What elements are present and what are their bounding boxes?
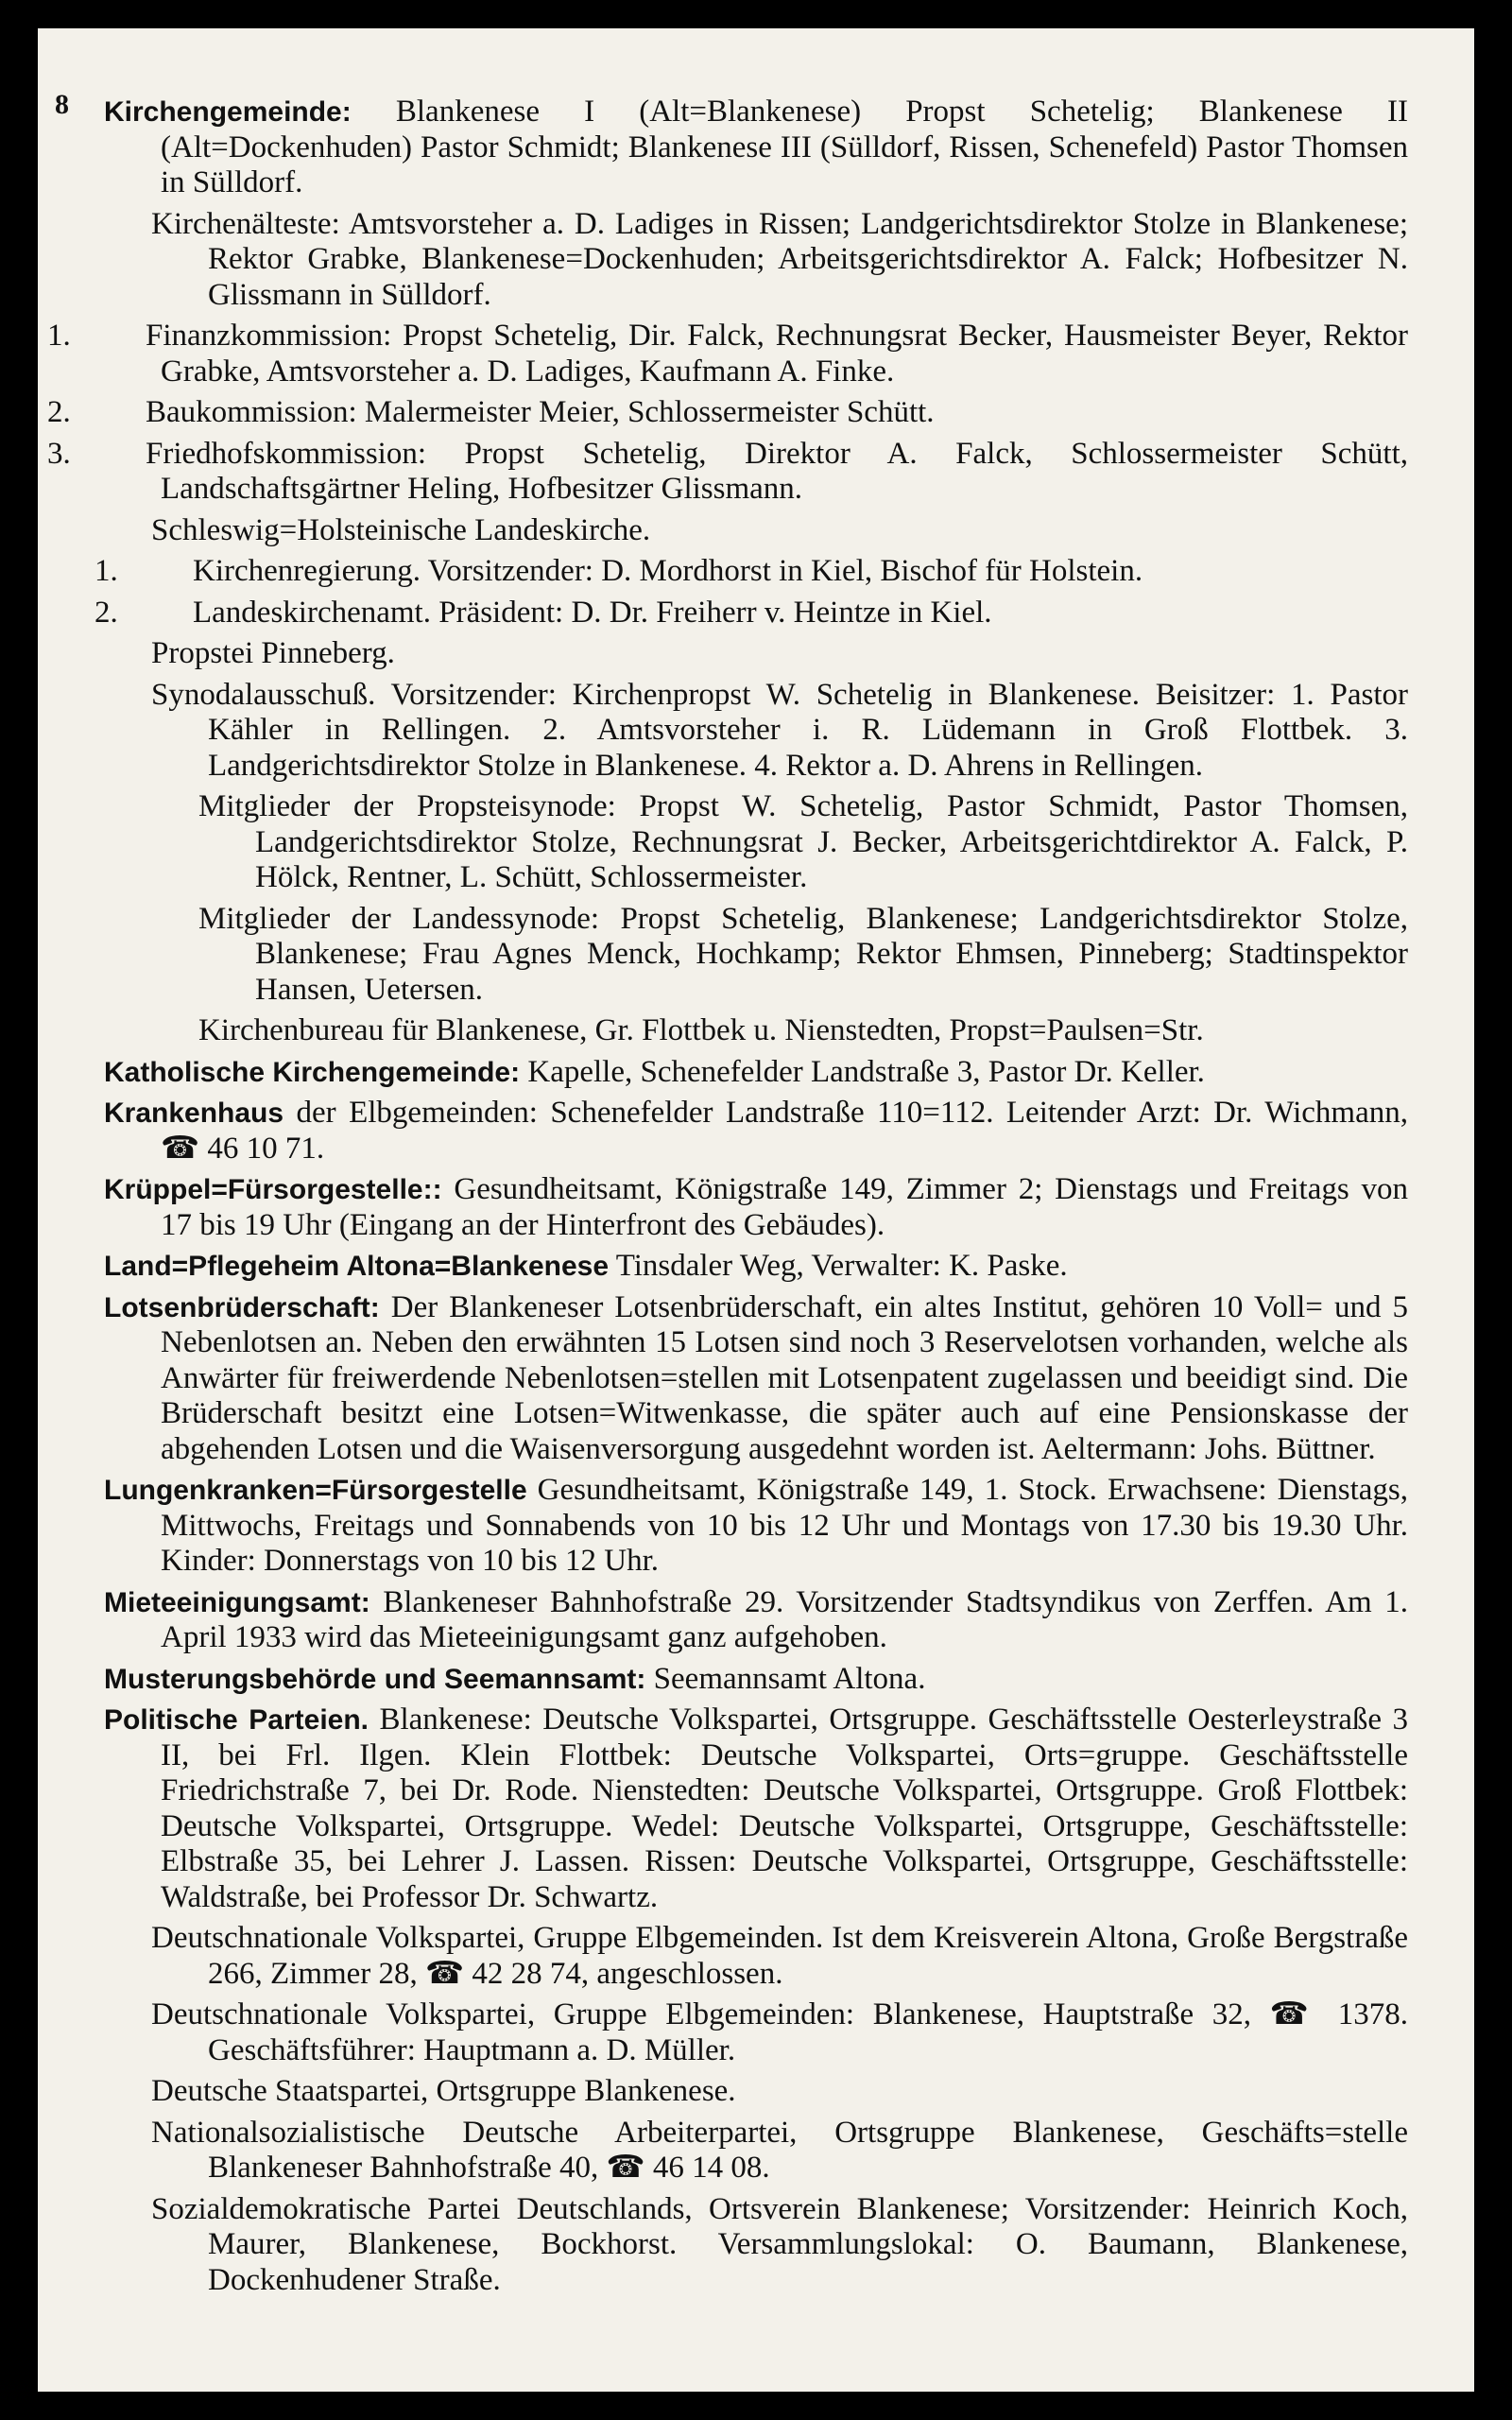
entry-baukommission: 2. Baukommission: Malermeister Meier, Schlossermeister Schütt. xyxy=(47,395,935,429)
entry-propsteisynode: Mitglieder der Propsteisynode: Propst W. Schetelig, Pastor Schmidt, Pastor Thomsen, Landgerichtsdirektor Stolze, Rechnungsrat J. Becker, Arbeitsgerichtdirektor A. Falck, P. Hölck, Rentner, L. Schütt, Schlossermeister. xyxy=(198,789,1408,894)
entry-kirchenbureau: Kirchenbureau für Blankenese, Gr. Flottbek u. Nienstedten, Propst=Paulsen=Str. xyxy=(198,1013,1204,1047)
entry-krankenhaus: Krankenhaus der Elbgemeinden: Schenefelder Landstraße 110=112. Leitender Arzt: Dr. Wichmann, ☎ 46 10 71. xyxy=(104,1096,1408,1166)
entry-nsdap: Nationalsozialistische Deutsche Arbeiterpartei, Ortsgruppe Blankenese, Geschäfts=stelle Blankeneser Bahnhofstraße 40, ☎ 46 14 08. xyxy=(151,2115,1408,2185)
entry-landeskirche: Schleswig=Holsteinische Landeskirche. xyxy=(151,512,651,547)
entry-kirchenregierung: 1. Kirchenregierung. Vorsitzender: D. Mordhorst in Kiel, Bischof für Holstein. xyxy=(94,554,1143,588)
entry-katholische-kirchengemeinde: Katholische Kirchengemeinde: Kapelle, Schenefelder Landstraße 3, Pastor Dr. Keller. xyxy=(104,1054,1205,1089)
entry-kirchengemeinde: Kirchengemeinde: Blankenese I (Alt=Blankenese) Propst Schetelig; Blankenese II (Alt=Dockenhuden) Pastor Schmidt; Blankenese III (Sülldorf, Rissen, Schenefeld) Pastor Thomsen in Sülldorf. xyxy=(104,95,1408,199)
entry-finanzkommission: 1. Finanzkommission: Propst Schetelig, Dir. Falck, Rechnungsrat Becker, Hausmeister Beyer, Rektor Grabke, Amtsvorsteher a. D. Ladiges, Kaufmann A. Finke. xyxy=(47,319,1408,389)
entry-landessynode: Mitglieder der Landessynode: Propst Schetelig, Blankenese; Landgerichtsdirektor Stolze, Blankenese; Frau Agnes Menck, Hochkamp; Rektor Ehmsen, Pinneberg; Stadtinspektor Hansen, Uetersen. xyxy=(198,901,1408,1007)
entry-lungenkranken-fuersorgestelle: Lungenkranken=Fürsorgestelle Gesundheitsamt, Königstraße 149, 1. Stock. Erwachsene: Dienstags, Mittwochs, Freitags und Sonnabends von 10 bis 12 Uhr und Montags von 17.30 bis 19.30 Uhr. Kinder: Donnerstags von 10 bis 12 Uhr. xyxy=(104,1473,1408,1578)
entry-land-pflegeheim: Land=Pflegeheim Altona=Blankenese Tinsdaler Weg, Verwalter: K. Paske. xyxy=(104,1249,1068,1283)
entry-spd: Sozialdemokratische Partei Deutschlands, Ortsverein Blankenese; Vorsitzender: Heinrich Koch, Maurer, Blankenese, Bockhorst. Versammlungslokal: O. Baumann, Blankenese, Dockenhudener Straße. xyxy=(151,2191,1408,2297)
entry-politische-parteien: Politische Parteien. Blankenese: Deutsche Volkspartei, Ortsgruppe. Geschäftsstelle Oesterleystraße 3 II, bei Frl. Ilgen. Klein Flottbek: Deutsche Volkspartei, Orts=gruppe. Geschäftsstelle Friedrichstraße 7, bei Dr. Rode. Nienstedten: Deutsche Volkspartei, Ortsgruppe. Groß Flottbek: Deutsche Volkspartei, Ortsgruppe. Wedel: Deutsche Volkspartei, Ortsgruppe, Geschäftsstelle: Elbstraße 35, bei Lehrer J. Lassen. Rissen: Deutsche Volkspartei, Ortsgruppe, Geschäftsstelle: Waldstraße, bei Professor Dr. Schwartz. xyxy=(104,1703,1408,1914)
entry-friedhofskommission: 3. Friedhofskommission: Propst Schetelig, Direktor A. Falck, Schlossermeister Schütt, Landschaftsgärtner Heling, Hofbesitzer Glissmann. xyxy=(47,436,1408,506)
entry-synodalausschuss: Synodalausschuß. Vorsitzender: Kirchenpropst W. Schetelig in Blankenese. Beisitzer: 1. Pastor Kähler in Rellingen. 2. Amtsvorsteher i. R. Lüdemann in Groß Flottbek. 3. Landgerichtsdirektor Stolze in Blankenese. 4. Rektor a. D. Ahrens in Rellingen. xyxy=(151,677,1408,783)
entry-mieteeinigungsamt: Mieteeinigungsamt: Blankeneser Bahnhofstraße 29. Vorsitzender Stadtsyndikus von Zerffen. Am 1. April 1933 wird das Mieteeinigungsamt ganz aufgehoben. xyxy=(104,1584,1408,1654)
entry-lotsenbruederschaft: Lotsenbrüderschaft: Der Blankeneser Lotsenbrüderschaft, ein altes Institut, gehören 10 Voll= und 5 Nebenlotsen an. Neben den erwähnten 15 Lotsen sind noch 3 Reservelotsen vorhanden, welche als Anwärter für freiwerdende Nebenlotsen=stellen mit Lotsenpatent zugelassen und beeidigt sind. Die Brüderschaft besitzt eine Lotsen=Witwenkasse, die später auch auf eine Pensionskasse der abgehenden Lotsen und die Waisenversorgung ausgedehnt worden ist. Aeltermann: Johs. Büttner. xyxy=(104,1289,1408,1466)
entry-dnvp-kreisverein: Deutschnationale Volkspartei, Gruppe Elbgemeinden. Ist dem Kreisverein Altona, Große Bergstraße 266, Zimmer 28, ☎ 42 28 74, angeschlossen. xyxy=(151,1921,1408,1991)
entry-propstei: Propstei Pinneberg. xyxy=(151,636,395,670)
entry-dnvp-elbgemeinden: Deutschnationale Volkspartei, Gruppe Elbgemeinden: Blankenese, Hauptstraße 32, ☎ 1378. Geschäftsführer: Hauptmann a. D. Müller. xyxy=(151,1997,1408,2067)
page-number: 8 xyxy=(55,89,69,120)
entry-kirchenaelteste: Kirchenälteste: Amtsvorsteher a. D. Ladiges in Rissen; Landgerichtsdirektor Stolze in Blankenese; Rektor Grabke, Blankenese=Dockenhuden; Arbeitsgerichtsdirektor A. Falck; Hofbesitzer N. Glissmann in Sülldorf. xyxy=(151,206,1408,312)
document-page xyxy=(38,28,1474,2392)
entry-krueppel-fuersorgestelle: Krüppel=Fürsorgestelle:: Gesundheitsamt, Königstraße 149, Zimmer 2; Dienstags und Freitags von 17 bis 19 Uhr (Eingang an der Hinterfront des Gebäudes). xyxy=(104,1172,1408,1242)
entry-musterungsbehoerde: Musterungsbehörde und Seemannsamt: Seemannsamt Altona. xyxy=(104,1661,926,1696)
entry-landeskirchenamt: 2. Landeskirchenamt. Präsident: D. Dr. Freiherr v. Heintze in Kiel. xyxy=(94,595,992,630)
entry-staatspartei: Deutsche Staatspartei, Ortsgruppe Blankenese. xyxy=(151,2074,736,2108)
